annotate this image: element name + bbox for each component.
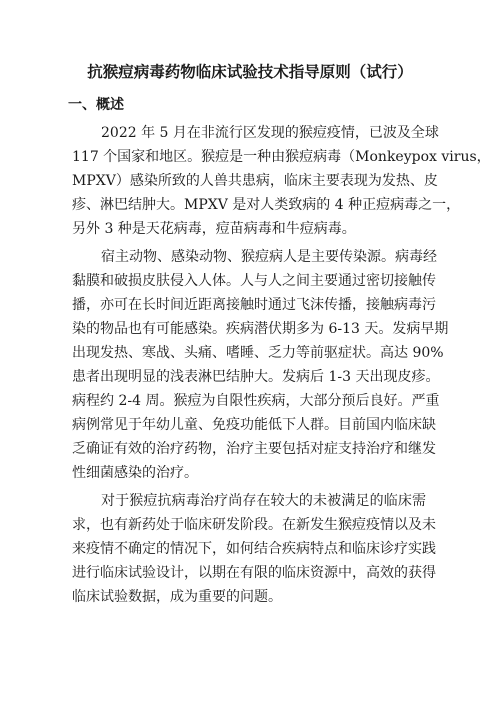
paragraph-line: 病例常见于年幼儿童、免疫功能低下人群。目前国内临床缺 bbox=[72, 417, 436, 433]
section-heading: 一、概述 bbox=[68, 97, 124, 113]
paragraph-line: 另外 3 种是天花病毒，痘苗病毒和牛痘病毒。 bbox=[72, 221, 356, 237]
paragraph-line: 2022 年 5 月在非流行区发现的猴痘疫情，已波及全球 bbox=[101, 125, 439, 141]
paragraph-line: 病程约 2-4 周。猴痘为自限性疾病，大部分预后良好。严重 bbox=[72, 393, 440, 409]
paragraph-line: 宿主动物、感染动物、猴痘病人是主要传染源。病毒经 bbox=[101, 249, 437, 265]
document-title: 抗猴痘病毒药物临床试验技术指导原则（试行） bbox=[87, 63, 413, 81]
paragraph-line: 播，亦可在长时间近距离接触时通过飞沫传播，接触病毒污 bbox=[72, 297, 436, 313]
paragraph-line: 来疫情不确定的情况下，如何结合疾病特点和临床诊疗实践 bbox=[72, 541, 436, 557]
paragraph-line: 对于猴痘抗病毒治疗尚存在较大的未被满足的临床需 bbox=[101, 493, 426, 509]
paragraph-line: 患者出现明显的浅表淋巴结肿大。发病后 1-3 天出现皮疹。 bbox=[72, 369, 440, 385]
paragraph-line: 求，也有新药处于临床研发阶段。在新发生猴痘疫情以及未 bbox=[72, 517, 436, 533]
paragraph-line: 进行临床试验设计，以期在有限的临床资源中，高效的获得 bbox=[72, 565, 436, 581]
paragraph-line: 出现发热、寒战、头痛、嗜睡、乏力等前驱症状。高达 90% bbox=[72, 345, 444, 361]
paragraph-line: 性细菌感染的治疗。 bbox=[72, 465, 198, 481]
paragraph-line: 临床试验数据，成为重要的问题。 bbox=[72, 589, 282, 605]
paragraph-line: 染的物品也有可能感染。疾病潜伏期多为 6-13 天。发病早期 bbox=[72, 321, 449, 337]
paragraph-line: 117 个国家和地区。猴痘是一种由猴痘病毒（Monkeypox virus， bbox=[72, 149, 491, 165]
paragraph-line: 乏确证有效的治疗药物，治疗主要包括对症支持治疗和继发 bbox=[72, 441, 436, 457]
paragraph-line: 黏膜和破损皮肤侵入人体。人与人之间主要通过密切接触传 bbox=[72, 273, 436, 289]
paragraph-line: 疹、淋巴结肿大。MPXV 是对人类致病的 4 种正痘病毒之一， bbox=[72, 197, 461, 213]
paragraph-line: MPXV）感染所致的人兽共患病，临床主要表现为发热、皮 bbox=[72, 173, 438, 189]
